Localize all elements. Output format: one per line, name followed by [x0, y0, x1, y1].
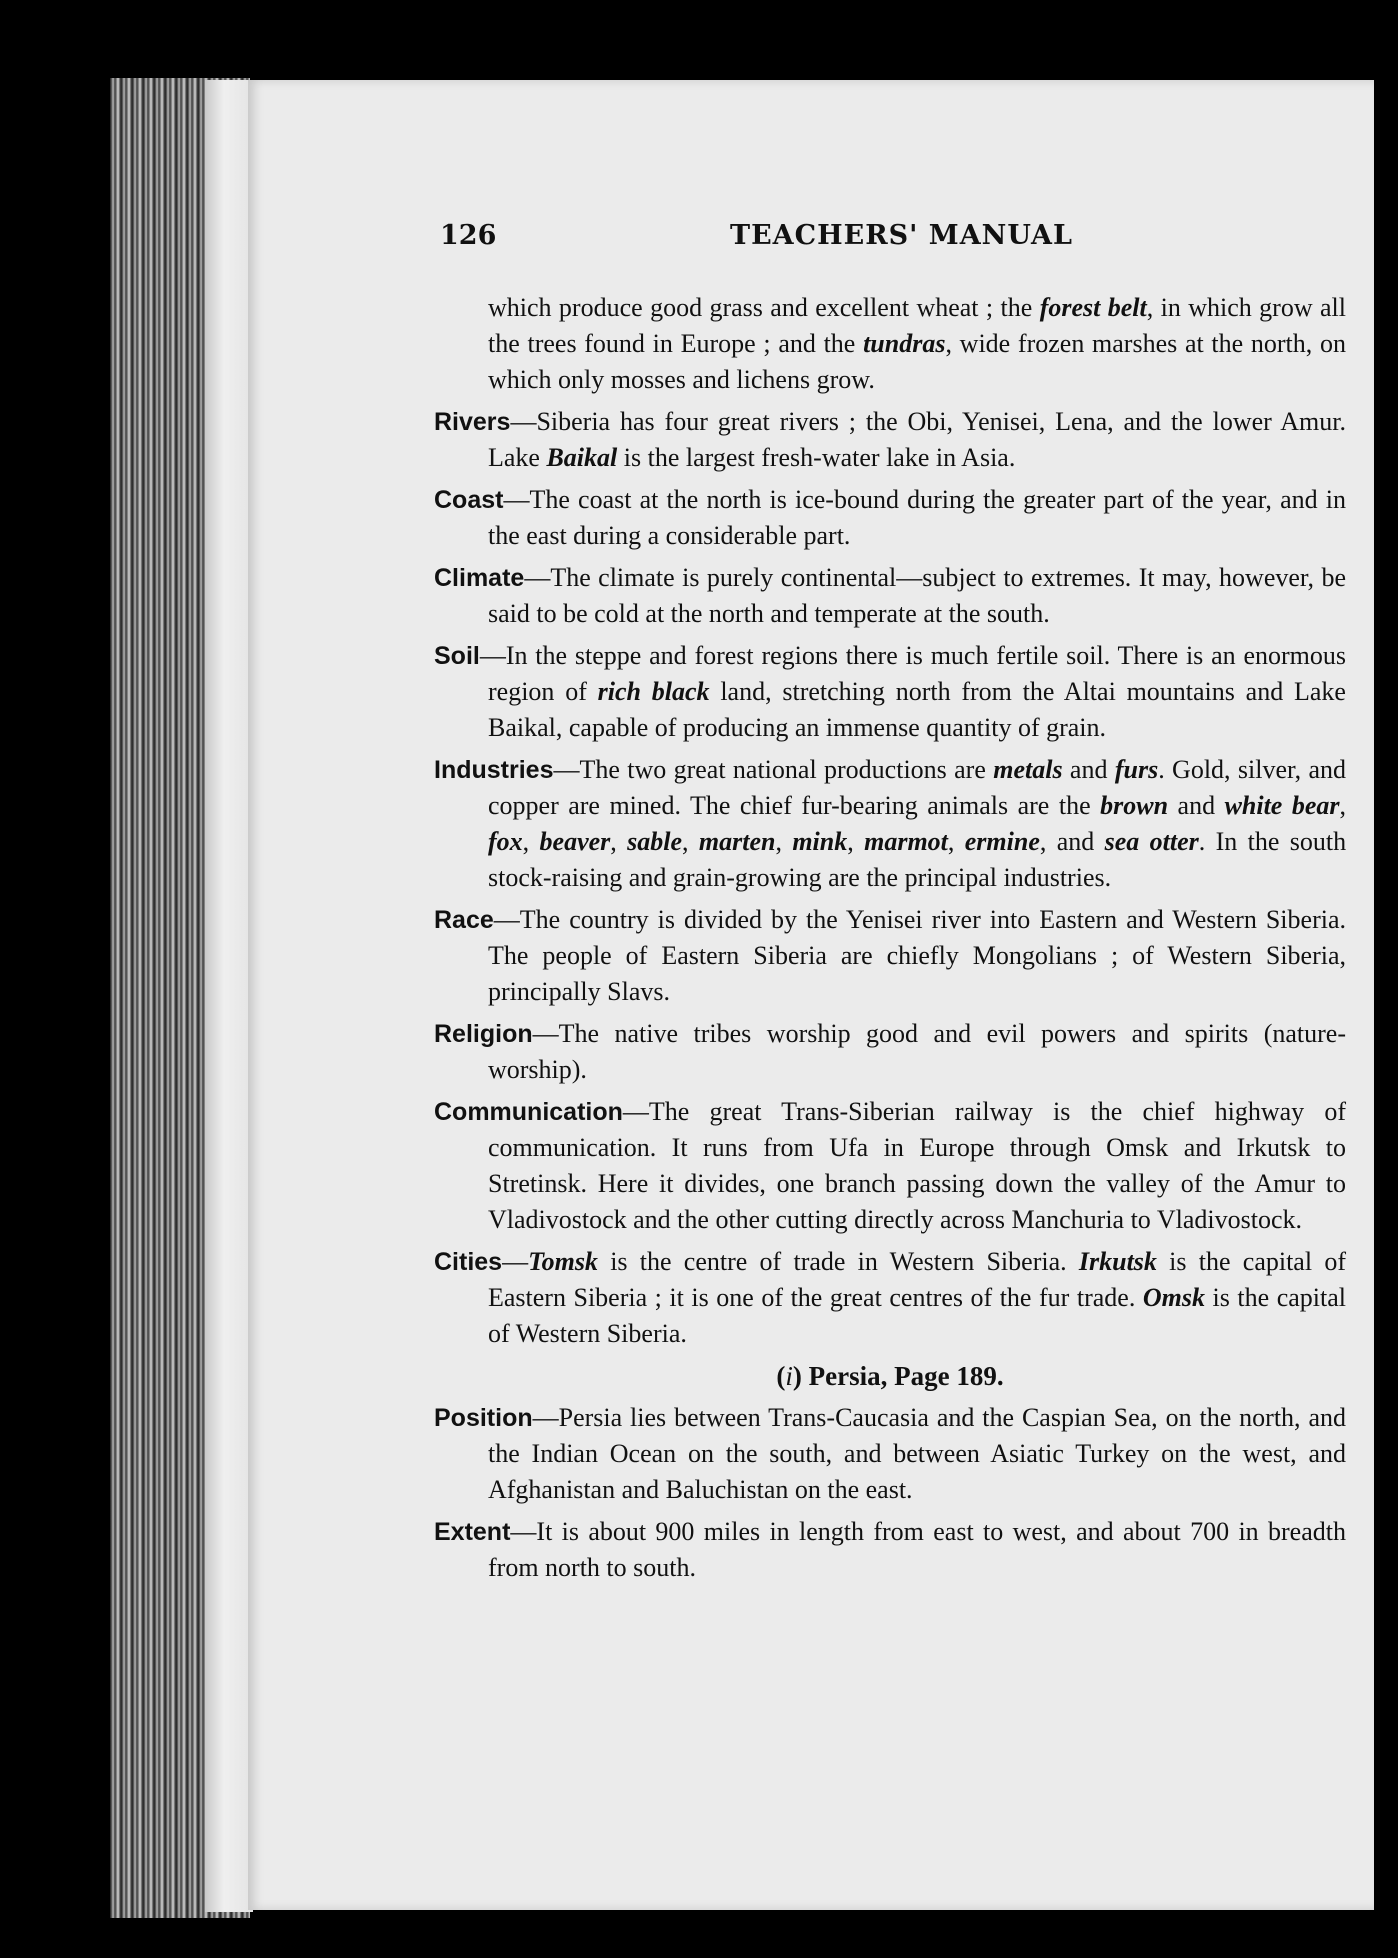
paragraph-text: , [947, 827, 965, 856]
paragraph-position [434, 1400, 1346, 1508]
italic-term: marmot [864, 827, 948, 856]
italic-term: ermine [964, 827, 1040, 856]
paragraph-text: —The climate is purely continental—subject to extremes. It may, however, be said to be cold at the north and temperate at the south. [488, 563, 1346, 628]
subheading-title: ) Persia, Page 189. [792, 1361, 1004, 1391]
paragraph-text: . Gold, silver, and copper are mined. The chief fur-bearing animals are the [488, 755, 1347, 820]
paragraph-text: , [682, 827, 699, 856]
italic-term: beaver [539, 827, 611, 856]
paragraph-text: —It is about 900 miles in length from east to west, and about 700 in breadth from north to south. [488, 1517, 1346, 1582]
paragraph-race [434, 902, 1346, 1010]
italic-term: mink [792, 827, 848, 856]
paragraph-text: —The great Trans-Siberian railway is the chief highway of communication. It runs from Ufa in Europe through Omsk and Irkutsk to Stretinsk. Here it divides, one branch passing down the valley of the Amur to Vladivostock and the other cutting directly across Manchuria to Vladivostock. [488, 1097, 1346, 1234]
paragraph-climate [434, 560, 1346, 632]
paragraph-text: . In the south stock-raising and grain-growing are the principal industries. [488, 827, 1347, 892]
italic-term: brown [1100, 791, 1169, 820]
paragraph-text: , [1339, 791, 1347, 820]
italic-term: fox [488, 827, 523, 856]
paragraph-text: is the capital of Western Siberia. [488, 1283, 1346, 1348]
italic-term: tundras [863, 329, 946, 358]
siberia-section [434, 290, 1346, 1352]
paragraph-cities [434, 1244, 1346, 1352]
paragraph-term: Rivers [434, 408, 511, 436]
italic-term: forest belt [1039, 293, 1147, 322]
paragraph-term: Industries [434, 756, 554, 784]
paragraph-coast [434, 482, 1346, 554]
paragraph-text: , wide frozen marshes at the north, on which only mosses and lichens grow. [488, 329, 1346, 394]
paragraph-term: Cities [434, 1248, 503, 1276]
paragraph-text: —Siberia has four great rivers ; the Obi, Yenisei, Lena, and the lower Amur. Lake [488, 407, 1346, 472]
paragraph-text: , [610, 827, 628, 856]
italic-term: Tomsk [528, 1247, 598, 1276]
italic-term: Omsk [1142, 1283, 1205, 1312]
italic-term: white bear [1224, 791, 1340, 820]
italic-term: rich black [597, 677, 710, 706]
page-body [434, 290, 1346, 1592]
paragraph-text: —Persia lies between Trans-Caucasia and the Caspian Sea, on the north, and the Indian Ocean on the south, and between Asiatic Turkey on the west, and Afghanistan and Baluchistan on the east. [488, 1403, 1346, 1504]
italic-term: sea otter [1104, 827, 1199, 856]
section-subheading [434, 1358, 1346, 1394]
paragraph-text: which produce good grass and excellent wheat ; the [488, 293, 1040, 322]
page-header [440, 220, 1354, 260]
italic-term: furs [1114, 755, 1159, 784]
paragraph-term: Extent [434, 1518, 511, 1546]
italic-term: Baikal [546, 443, 618, 472]
paragraph-text: , in which grow all the trees found in Europe ; and the [488, 293, 1346, 358]
subheading-prefix: ( [776, 1361, 786, 1391]
paragraph-communication [434, 1094, 1346, 1238]
italic-term: sable [627, 827, 683, 856]
paragraph-rivers [434, 404, 1346, 476]
paragraph-text: , [847, 827, 865, 856]
paragraph-soil [434, 638, 1346, 746]
paragraph-term: Communication [434, 1098, 623, 1126]
paragraph-text: —In the steppe and forest regions there is much fertile soil. There is an enormous region of [479, 641, 1346, 706]
paragraph-cont [434, 290, 1346, 398]
italic-term: marten [698, 827, 776, 856]
paragraph-term: Religion [434, 1020, 533, 1048]
paragraph-text: —The country is divided by the Yenisei river into Eastern and Western Siberia. The people of Eastern Siberia are chiefly Mongolians ; of Western Siberia, principally Slavs. [488, 905, 1346, 1006]
paragraph-term: Coast [434, 486, 504, 514]
page-number: 126 [440, 220, 497, 251]
paragraph-text: and [1062, 755, 1115, 784]
paragraph-text: — [502, 1247, 529, 1276]
paragraph-extent [434, 1514, 1346, 1586]
paragraph-text: land, stretching north from the Altai mountains and Lake Baikal, capable of producing an immense quantity of grain. [488, 677, 1346, 742]
paragraph-text: —The native tribes worship good and evil powers and spirits (nature-worship). [488, 1019, 1346, 1084]
paragraph-industries [434, 752, 1346, 896]
subheading-letter: i [785, 1361, 793, 1391]
paragraph-term: Climate [434, 564, 525, 592]
running-head-title: TEACHERS' MANUAL [730, 220, 1073, 251]
paragraph-text: and [1168, 791, 1225, 820]
paragraph-text: is the capital of Eastern Siberia ; it is one of the great centres of the fur trade. [488, 1247, 1346, 1312]
paragraph-text: , [522, 827, 540, 856]
italic-term: metals [993, 755, 1063, 784]
paragraph-text: is the centre of trade in Western Siberia. [597, 1247, 1079, 1276]
paragraph-religion [434, 1016, 1346, 1088]
paragraph-term: Soil [434, 642, 480, 670]
paragraph-text: , and [1039, 827, 1105, 856]
page-stack-edge [205, 80, 253, 1912]
paragraph-text: , [775, 827, 793, 856]
paragraph-text: —The two great national productions are [553, 755, 994, 784]
paragraph-text: —The coast at the north is ice-bound during the greater part of the year, and in the east during a considerable part. [488, 485, 1346, 550]
italic-term: Irkutsk [1078, 1247, 1157, 1276]
paragraph-term: Position [434, 1404, 533, 1432]
paragraph-text: is the largest fresh-water lake in Asia. [617, 443, 1016, 472]
paragraph-term: Race [434, 906, 494, 934]
persia-section [434, 1400, 1346, 1586]
